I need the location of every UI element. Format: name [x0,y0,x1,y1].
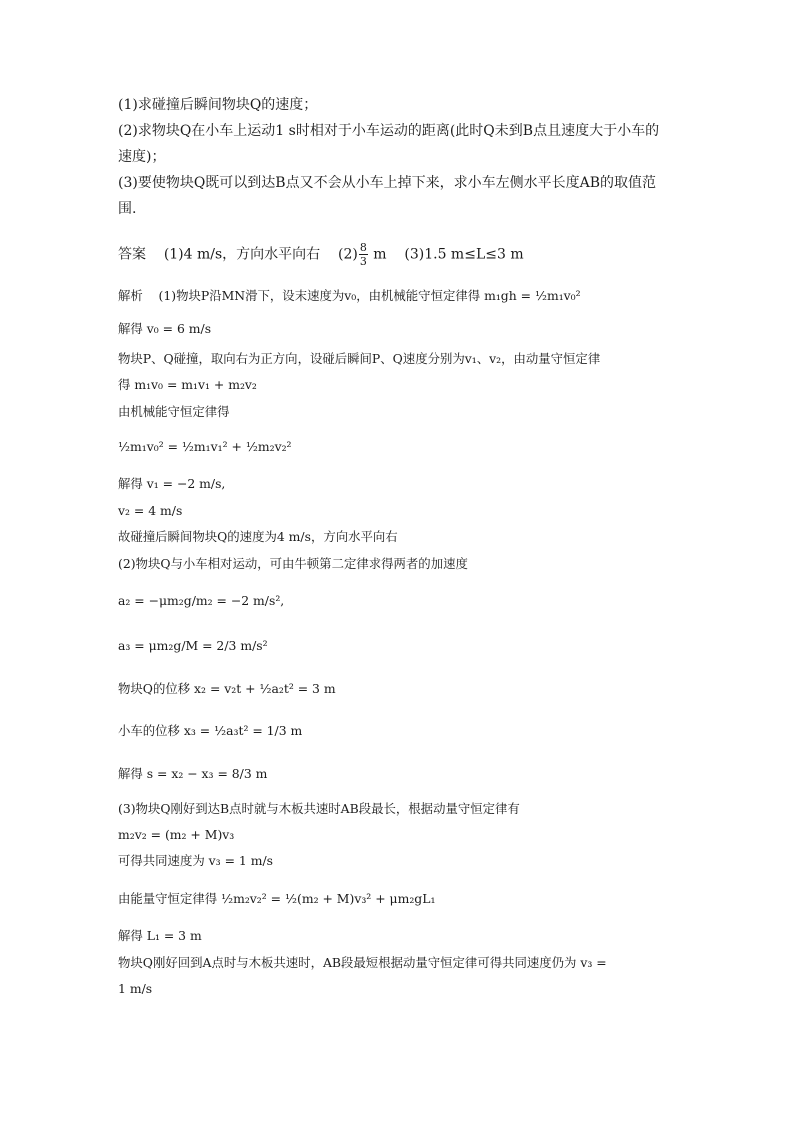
analysis-step-15: 解得 s = x₂ − x₃ = 8/3 m [118,766,268,781]
answer-part-2-unit: m [373,246,387,263]
analysis-step-16: (3)物块Q刚好到达B点时就与木板共速时AB段最长，根据动量守恒定律有 [118,801,520,816]
analysis-step-7: 解得 v₁ = −2 m/s, [118,476,226,491]
answer-part-2-fraction: $\frac{8}{3}$ [359,241,367,268]
question-2-line-1: (2)求物块Q在小车上运动1 s时相对于小车运动的距离(此时Q未到B点且速度大于小车的 [118,123,660,139]
analysis-step-18: 可得共同速度为 v₃ = 1 m/s [118,853,274,868]
analysis-step-10: (2)物块Q与小车相对运动，可由牛顿第二定律求得两者的加速度 [118,556,468,571]
question-3-line-1: (3)要使物块Q既可以到达B点又不会从小车上掉下来，求小车左侧水平长度AB的取值范 [118,175,656,191]
answer-label: 答案 [118,246,146,263]
analysis-step-13: 物块Q的位移 x₂ = v₂t + ½a₂t² = 3 m [118,681,336,696]
analysis-step-17: m₂v₂ = (m₂ + M)v₃ [118,827,235,842]
analysis-step-5: 由机械能守恒定律得 [118,404,230,419]
analysis-step-12: a₃ = μm₂g/M = 2/3 m/s² [118,638,268,653]
analysis-step-20: 解得 L₁ = 3 m [118,928,202,943]
analysis-step-21: 物块Q刚好回到A点时与木板共速时，AB段最短根据动量守恒定律可得共同速度仍为 v₃ = [118,955,607,970]
analysis-label: 解析 [118,288,143,303]
answer-part-3: (3)1.5 m≤L≤3 m [404,246,524,263]
analysis-step-3: 物块P、Q碰撞，取向右为正方向，设碰后瞬间P、Q速度分别为v₁、v₂，由动量守恒定律 [118,351,601,366]
analysis-text-1: (1)物块P沿MN滑下，设末速度为v₀，由机械能守恒定律得 m₁gh = ½m₁v₀² [158,288,581,303]
answer-line [118,242,524,267]
analysis-step-2: 解得 v₀ = 6 m/s [118,321,212,336]
analysis-step-9: 故碰撞后瞬间物块Q的速度为4 m/s，方向水平向右 [118,529,398,544]
analysis-step-14: 小车的位移 x₃ = ½a₃t² = 1/3 m [118,723,303,738]
answer-part-2-prefix: (2) [338,246,358,263]
question-2-line-2: 速度)； [118,149,166,165]
analysis-step-1 [118,287,581,305]
question-3-line-2: 围. [118,201,137,217]
answer-part-1: (1)4 m/s，方向水平向右 [163,246,321,263]
analysis-step-19: 由能量守恒定律得 ½m₂v₂² = ½(m₂ + M)v₃² + μm₂gL₁ [118,891,436,906]
analysis-step-22: 1 m/s [118,981,153,996]
analysis-step-6: ½m₁v₀² = ½m₁v₁² + ½m₂v₂² [118,439,292,454]
analysis-step-8: v₂ = 4 m/s [118,503,183,518]
question-1: (1)求碰撞后瞬间物块Q的速度； [118,97,318,113]
analysis-step-11: a₂ = −μm₂g/m₂ = −2 m/s², [118,593,285,608]
analysis-step-4: 得 m₁v₀ = m₁v₁ + m₂v₂ [118,377,257,392]
